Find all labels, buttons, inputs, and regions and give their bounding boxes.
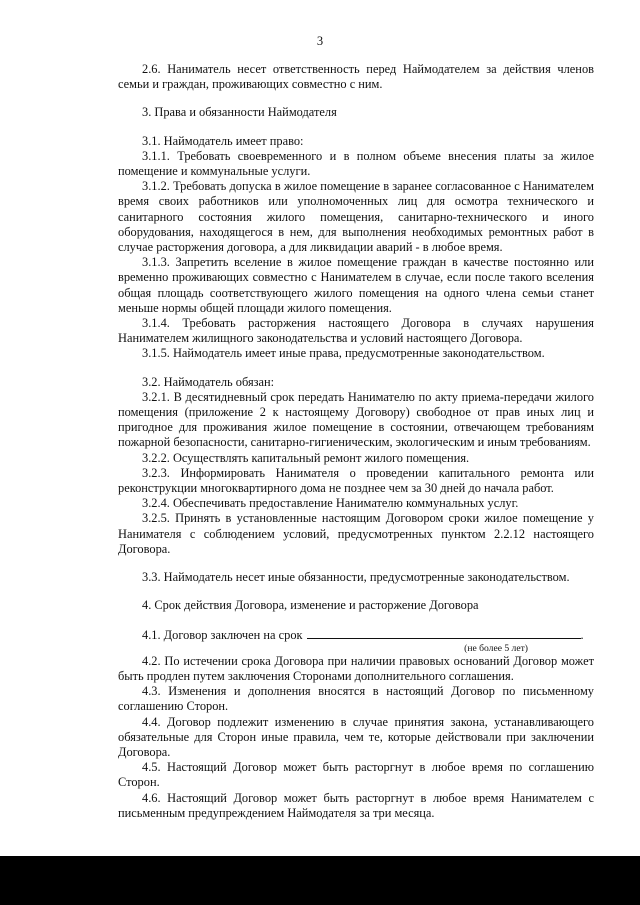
clause-3-2-1: 3.2.1. В десятидневный срок передать Нанимателю по акту приема-передачи жилого помещения (приложение 2 к настоящему Договору) свободное от прав иных лиц и пригодное для проживания жилое помещение в состоянии, отвечающем требованиям пожарной безопасности, санитарно-гигиеническим, экологическим и иным требованиям. bbox=[118, 389, 594, 450]
clause-4-1-text: 4.1. Договор заключен на срок bbox=[142, 627, 303, 642]
clause-3-1: 3.1. Наймодатель имеет право: bbox=[142, 133, 304, 148]
clause-2-6: 2.6. Наниматель несет ответственность перед Наймодателем за действия членов семьи и граждан, проживающих совместно с ним. bbox=[118, 62, 594, 92]
section-3-heading: 3. Права и обязанности Наймодателя bbox=[142, 105, 337, 120]
page-number: 3 bbox=[316, 34, 324, 48]
term-note: (не более 5 лет) bbox=[464, 642, 528, 654]
clause-3-2-4: 3.2.4. Обеспечивать предоставление Нанимателю коммунальных услуг. bbox=[142, 496, 519, 511]
clause-3-1-1: 3.1.1. Требовать своевременного и в полном объеме внесения платы за жилое помещение и коммунальные услуги. bbox=[118, 148, 594, 179]
clause-4-1-end: . bbox=[580, 627, 584, 642]
clause-3-1-4: 3.1.4. Требовать расторжения настоящего Договора в случаях нарушения Нанимателем жилищного законодательства и условий настоящего Договора. bbox=[118, 316, 594, 346]
term-blank-line bbox=[307, 627, 581, 639]
clause-3-2-2: 3.2.2. Осуществлять капитальный ремонт жилого помещения. bbox=[142, 450, 470, 465]
scan-bottom-border bbox=[0, 856, 640, 905]
section-4-heading: 4. Срок действия Договора, изменение и расторжение Договора bbox=[142, 598, 479, 613]
clause-3-1-5: 3.1.5. Наймодатель имеет иные права, предусмотренные законодательством. bbox=[142, 346, 545, 361]
clause-4-2: 4.2. По истечении срока Договора при наличии правовых оснований Договор может быть продлен путем заключения Сторонами дополнительного соглашения. bbox=[118, 653, 594, 683]
clause-3-1-3: 3.1.3. Запретить вселение в жилое помещение граждан в качестве постоянно или временно проживающих совместно с Нанимателем в случае, если после такого вселения общая площадь соответствующего жилого помещения на одного члена семьи станет меньше нормы общей площади жилого помещения. bbox=[118, 255, 594, 315]
clause-4-5: 4.5. Настоящий Договор может быть расторгнут в любое время по соглашению Сторон. bbox=[118, 760, 594, 790]
clause-3-2-3: 3.2.3. Информировать Нанимателя о проведении капитального ремонта или реконструкции многоквартирного дома не позднее чем за 30 дней до начала работ. bbox=[118, 465, 594, 496]
clause-3-1-2: 3.1.2. Требовать допуска в жилое помещение в заранее согласованное с Нанимателем время своих работников или уполномоченных лиц для осмотра технического и санитарного состояния жилого помещения, санитарно-технического и иного оборудования, находящегося в нем, для выполнения необходимых ремонтных работ в случае расторжения договора, а для ликвидации аварий - в любое время. bbox=[118, 179, 594, 255]
clause-3-3: 3.3. Наймодатель несет иные обязанности, предусмотренные законодательством. bbox=[142, 570, 570, 585]
clause-4-1 bbox=[118, 627, 594, 643]
clause-3-2-5: 3.2.5. Принять в установленные настоящим Договором сроки жилое помещение у Нанимателя с соблюдением условий, предусмотренных пунктом 2.2.12 настоящего Договора. bbox=[118, 511, 594, 556]
document-body bbox=[118, 62, 594, 821]
clause-4-4: 4.4. Договор подлежит изменению в случае принятия закона, устанавливающего обязательные для Сторон иные правила, чем те, которые действовали при заключении Договора. bbox=[118, 714, 594, 759]
clause-4-3: 4.3. Изменения и дополнения вносятся в настоящий Договор по письменному соглашению Сторон. bbox=[118, 684, 594, 714]
clause-3-2: 3.2. Наймодатель обязан: bbox=[142, 374, 275, 389]
clause-4-6: 4.6. Настоящий Договор может быть расторгнут в любое время Нанимателем с письменным предупреждением Наймодателя за три месяца. bbox=[118, 790, 594, 820]
